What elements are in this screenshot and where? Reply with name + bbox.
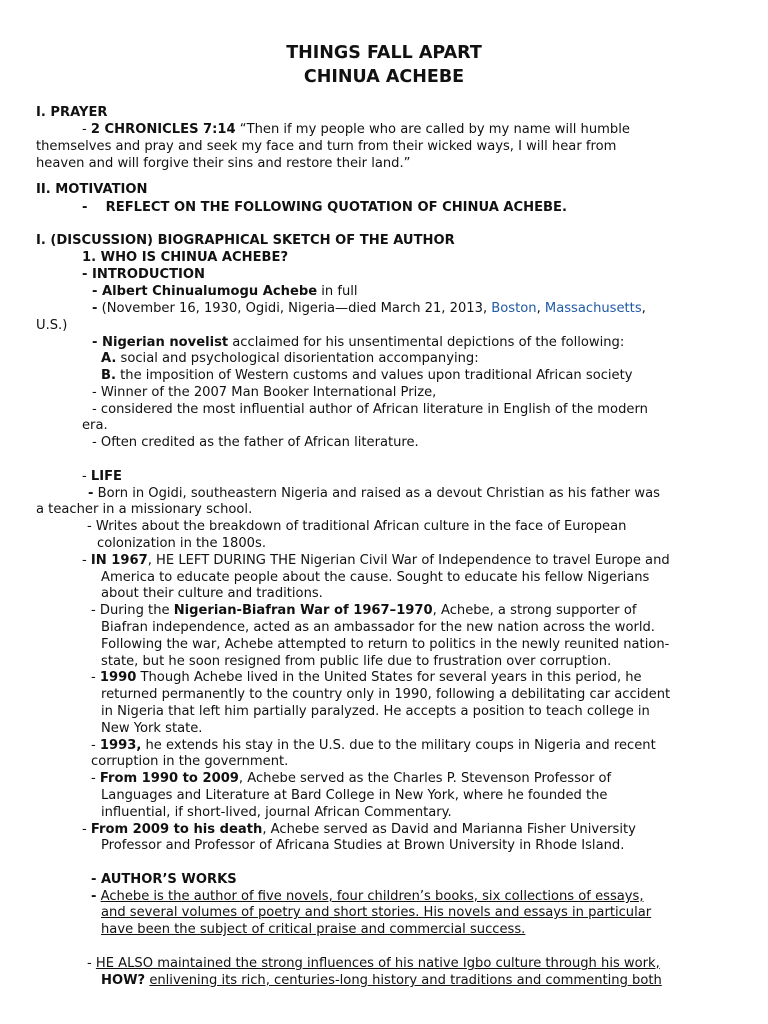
section-heading-motivation: II. MOTIVATION	[36, 182, 148, 197]
life-1990-cont-1: returned permanently to the country only in 1990, following a debilitating car accident	[101, 687, 671, 702]
life-2009-death-cont: Professor and Professor of Africana Studies at Brown University in Rhode Island.	[101, 838, 625, 853]
prayer-line-1: - 2 CHRONICLES 7:14 “Then if my people who are called by my name will humble	[82, 122, 630, 137]
intro-novelist: - Nigerian novelist acclaimed for his unsentimental depictions of the following:	[92, 335, 625, 350]
prayer-line-2: themselves and pray and seek my face and turn from their wicked ways, I will hear from	[36, 139, 617, 154]
massachusetts-link[interactable]: Massachusetts	[544, 301, 642, 316]
works-also: - HE ALSO maintained the strong influences of his native Igbo culture through his work,	[87, 956, 660, 971]
works-line-1: - Achebe is the author of five novels, four children’s books, six collections of essays,	[91, 889, 644, 904]
motivation-item: - REFLECT ON THE FOLLOWING QUOTATION OF CHINUA ACHEBE.	[82, 200, 567, 215]
works-line-3: have been the subject of critical praise and commercial success.	[101, 922, 526, 937]
subheading-life: - LIFE	[82, 469, 122, 484]
subheading-authors-works: - AUTHOR’S WORKS	[91, 872, 237, 887]
life-1990-2009-cont-1: Languages and Literature at Bard College in New York, where he founded the	[101, 788, 608, 803]
life-1990-2009: - From 1990 to 2009, Achebe served as the Charles P. Stevenson Professor of	[91, 771, 612, 786]
life-writes-cont: colonization in the 1800s.	[97, 536, 266, 551]
life-biafran-war-cont-2: Following the war, Achebe attempted to return to politics in the newly reunited nation-	[101, 637, 670, 652]
section-heading-prayer: I. PRAYER	[36, 105, 108, 120]
bible-reference: 2 CHRONICLES 7:14	[90, 122, 236, 137]
subheading-who-is-achebe: 1. WHO IS CHINUA ACHEBE?	[82, 250, 289, 265]
life-born-cont: a teacher in a missionary school.	[36, 502, 253, 517]
life-2009-death: - From 2009 to his death, Achebe served as David and Marianna Fisher University	[82, 822, 636, 837]
life-1990: - 1990 Though Achebe lived in the United States for several years in this period, he	[91, 670, 642, 685]
intro-dates: - (November 16, 1930, Ogidi, Nigeria—died March 21, 2013, Boston, Massachusetts,	[92, 301, 646, 316]
life-biafran-war: - During the Nigerian-Biafran War of 1967–1970, Achebe, a strong supporter of	[91, 603, 637, 618]
works-how: HOW? enlivening its rich, centuries-long history and traditions and commenting both	[101, 973, 662, 988]
intro-winner: - Winner of the 2007 Man Booker International Prize,	[92, 385, 437, 400]
boston-link[interactable]: Boston	[491, 301, 537, 316]
subheading-introduction: - INTRODUCTION	[82, 267, 205, 282]
life-1967: - IN 1967, HE LEFT DURING THE Nigerian Civil War of Independence to travel Europe and	[82, 553, 670, 568]
life-1990-cont-3: New York state.	[101, 721, 203, 736]
document-title: THINGS FALL APART	[286, 43, 482, 63]
section-heading-discussion: I. (DISCUSSION) BIOGRAPHICAL SKETCH OF THE AUTHOR	[36, 233, 455, 248]
life-1990-cont-2: in Nigeria that left him partially paralyzed. He accepts a position to teach college in	[101, 704, 650, 719]
document-author: CHINUA ACHEBE	[303, 67, 465, 87]
works-line-2: and several volumes of poetry and short stories. His novels and essays in particular	[101, 905, 652, 920]
life-1967-cont-1: America to educate people about the cause. Sought to educate his fellow Nigerians	[101, 570, 650, 585]
intro-dates-cont: U.S.)	[36, 318, 68, 333]
life-1993: - 1993, he extends his stay in the U.S. due to the military coups in Nigeria and recent	[91, 738, 656, 753]
life-1993-cont: corruption in the government.	[91, 754, 289, 769]
life-writes: - Writes about the breakdown of traditional African culture in the face of European	[87, 519, 627, 534]
intro-item-b: B. the imposition of Western customs and values upon traditional African society	[101, 368, 633, 383]
intro-father: - Often credited as the father of African literature.	[92, 435, 419, 450]
intro-considered: - considered the most influential author of African literature in English of the modern	[92, 402, 648, 417]
intro-item-a: A. social and psychological disorientation accompanying:	[101, 351, 479, 366]
life-born: - Born in Ogidi, southeastern Nigeria and raised as a devout Christian as his father was	[88, 486, 660, 501]
life-biafran-war-cont-3: state, but he soon resigned from public life due to frustration over corruption.	[101, 654, 612, 669]
life-1967-cont-2: about their culture and traditions.	[101, 586, 323, 601]
intro-considered-cont: era.	[82, 418, 108, 433]
life-1990-2009-cont-2: influential, if short-lived, journal African Commentary.	[101, 805, 452, 820]
prayer-line-3: heaven and will forgive their sins and restore their land.”	[36, 156, 411, 171]
life-biafran-war-cont-1: Biafran independence, acted as an ambassador for the new nation across the world.	[101, 620, 655, 635]
intro-full-name: - Albert Chinualumogu Achebe in full	[92, 284, 358, 299]
